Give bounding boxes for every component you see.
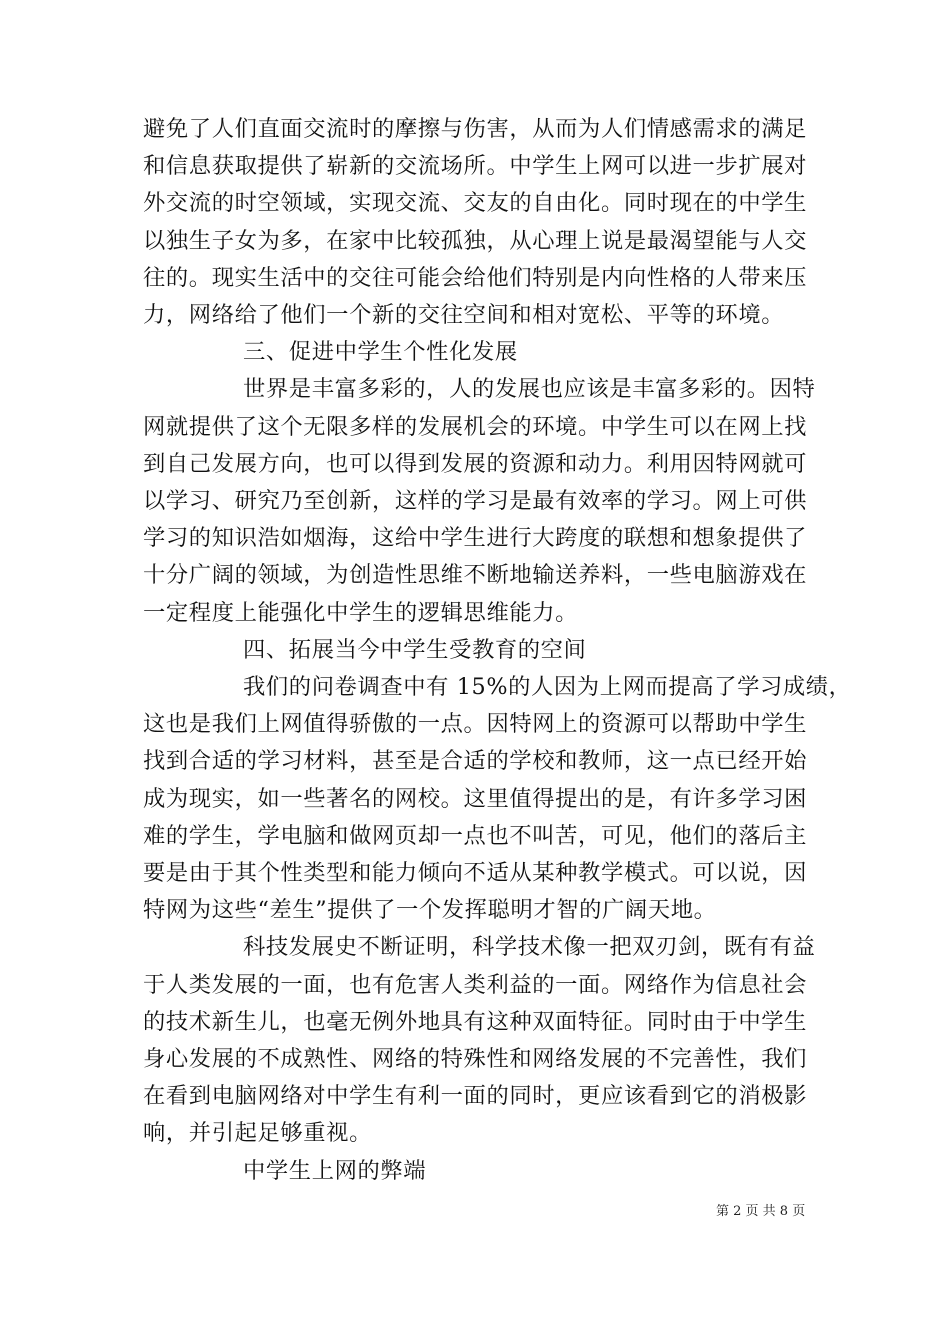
text-line: 的技术新生儿，也毫无例外地具有这种双面特征。同时由于中学生 xyxy=(143,1008,808,1035)
text-line: 在看到电脑网络对中学生有利一面的同时，更应该看到它的消极影 xyxy=(143,1083,808,1110)
text-line: 以独生子女为多，在家中比较孤独，从心理上说是最渴望能与人交 xyxy=(143,227,808,254)
text-line: 和信息获取提供了崭新的交流场所。中学生上网可以进一步扩展对 xyxy=(143,153,808,180)
text-line: 身心发展的不成熟性、网络的特殊性和网络发展的不完善性，我们 xyxy=(143,1046,808,1072)
text-line: 于人类发展的一面，也有危害人类利益的一面。网络作为信息社会 xyxy=(143,971,808,998)
text-line: 避免了人们直面交流时的摩擦与伤害，从而为人们情感需求的满足 xyxy=(143,116,808,142)
text-line: 科技发展史不断证明，科学技术像一把双刃剑，既有有益 xyxy=(243,934,816,961)
text-line: 难的学生，学电脑和做网页却一点也不叫苦，可见，他们的落后主 xyxy=(143,822,808,849)
text-line: 要是由于其个性类型和能力倾向不适从某种教学模式。可以说，因 xyxy=(143,860,808,886)
text-line: 这也是我们上网值得骄傲的一点。因特网上的资源可以帮助中学生 xyxy=(143,711,808,738)
text-line: 成为现实，如一些著名的网校。这里值得提出的是，有许多学习困 xyxy=(143,785,808,812)
text-line: 往的。现实生活中的交往可能会给他们特别是内向性格的人带来压 xyxy=(143,264,808,291)
text-line: 到自己发展方向，也可以得到发展的资源和动力。利用因特网就可 xyxy=(143,450,808,477)
text-line: 力，网络给了他们一个新的交往空间和相对宽松、平等的环境。 xyxy=(143,302,785,328)
text-line: 一定程度上能强化中学生的逻辑思维能力。 xyxy=(143,599,579,626)
text-line: 网就提供了这个无限多样的发展机会的环境。中学生可以在网上找 xyxy=(143,413,808,440)
text-line: 外交流的时空领域，实现交流、交友的自由化。同时现在的中学生 xyxy=(143,190,808,217)
text-line: 找到合适的学习材料，甚至是合适的学校和教师，这一点已经开始 xyxy=(143,748,808,775)
section-heading: 中学生上网的弊端 xyxy=(243,1157,427,1184)
text-line: 以学习、研究乃至创新，这样的学习是最有效率的学习。网上可供 xyxy=(143,488,808,514)
text-line: 世界是丰富多彩的，人的发展也应该是丰富多彩的。因特 xyxy=(243,376,816,403)
text-line: 我们的问卷调查中有 15%的人因为上网而提高了学习成绩， xyxy=(243,674,852,700)
text-line: 特网为这些“差生”提供了一个发挥聪明才智的广阔天地。 xyxy=(143,897,717,924)
text-line: 响，并引起足够重视。 xyxy=(143,1120,372,1147)
text-line: 学习的知识浩如烟海，这给中学生进行大跨度的联想和想象提供了 xyxy=(143,525,808,552)
page-number: 第 2 页 共 8 页 xyxy=(716,1204,806,1219)
section-heading: 三、促进中学生个性化发展 xyxy=(243,339,518,366)
text-line: 十分广阔的领域，为创造性思维不断地输送养料，一些电脑游戏在 xyxy=(143,562,808,589)
section-heading: 四、拓展当今中学生受教育的空间 xyxy=(243,636,587,663)
